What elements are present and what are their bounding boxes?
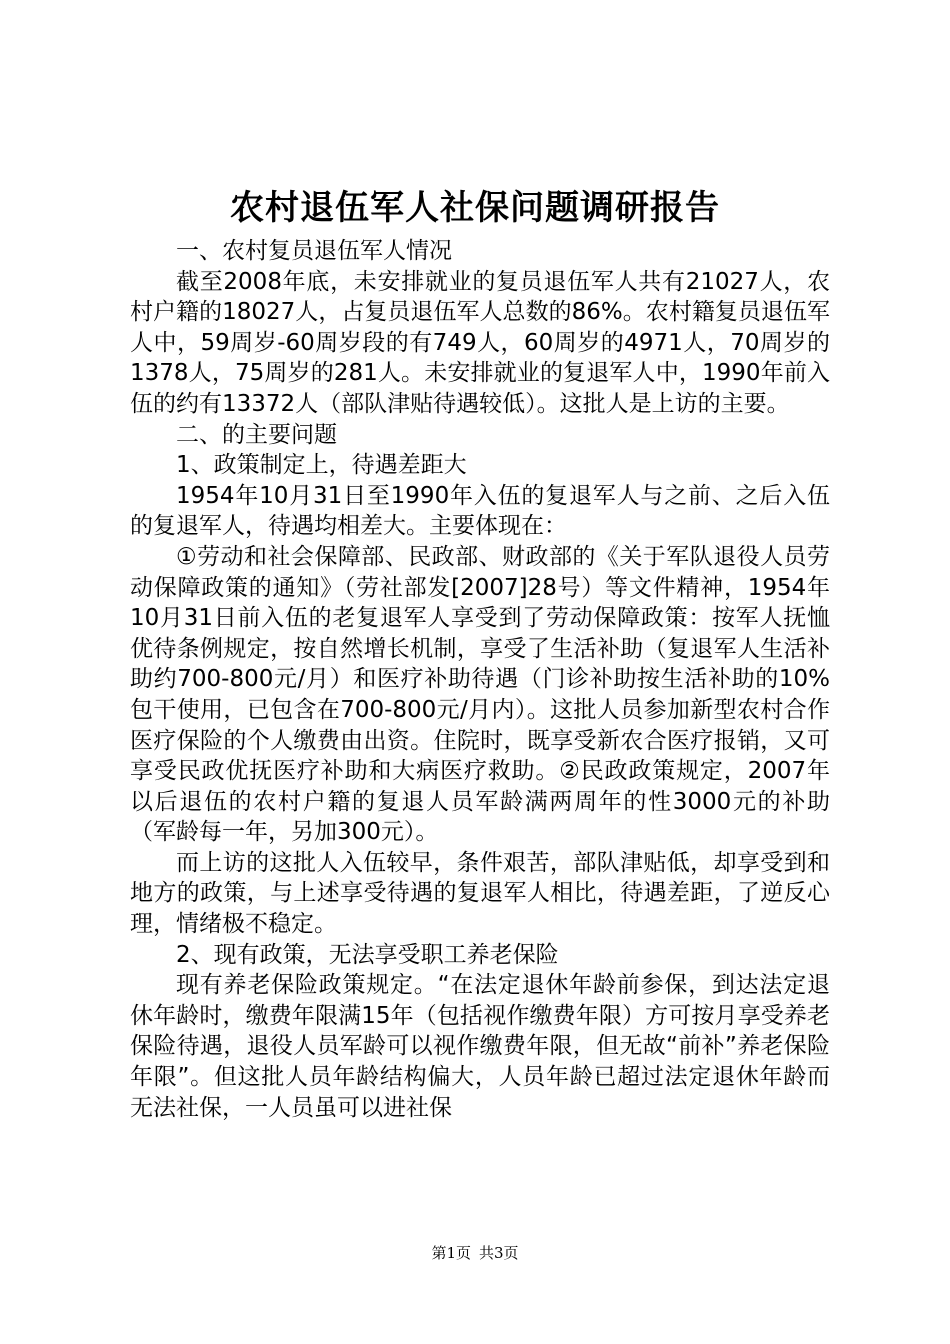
subsection-heading: 2、现有政策，无法享受职工养老保险: [176, 941, 559, 968]
page-footer: [0, 1243, 950, 1263]
document-body: [130, 236, 830, 1123]
body-paragraph: ①劳动和社会保障部、民政部、财政部的《关于军队退役人员劳动保障政策的通知》（劳社部发[2007]28号）等文件精神，1954年10月31日前入伍的老复退军人享受到了劳动保障政策：按军人抚恤优待条例规定，按自然增长机制，享受了生活补助（复退军人生活补助约700-800元/月）和医疗补助待遇（门诊补助按生活补助的10%包干使用，已包含在700-800元/月内）。这批人员参加新型农村合作医疗保险的个人缴费由出资。住院时，既享受新农合医疗报销，又可享受民政优抚医疗补助和大病医疗救助。②民政政策规定，2007年以后退伍的农村户籍的复退人员军龄满两周年的性3000元的补助（军龄每一年，另加300元）。: [130, 543, 830, 846]
body-paragraph: 截至2008年底，未安排就业的复员退伍军人共有21027人，农村户籍的18027人，占复员退伍军人总数的86%。农村籍复员退伍军人中，59周岁-60周岁段的有749人，60周岁的4971人，70周岁的1378人，75周岁的281人。未安排就业的复退军人中，1990年前入伍的约有13372人（部队津贴待遇较低）。这批人是上访的主要。: [130, 268, 830, 417]
page-number: 第1页: [431, 1244, 471, 1262]
subsection-heading: 1、政策制定上，待遇差距大: [176, 452, 467, 479]
body-paragraph: 现有养老保险政策规定。“在法定退休年龄前参保，到达法定退休年龄时，缴费年限满15年（包括视作缴费年限）方可按月享受养老保险待遇，退役人员军龄可以视作缴费年限，但无故“前补”养老保险年限”。但这批人员年龄结构偏大，人员年龄已超过法定退休年龄而无法社保，一人员虽可以进社保: [130, 972, 830, 1121]
body-paragraph: 而上访的这批人入伍较早，条件艰苦，部队津贴低，却享受到和地方的政策，与上述享受待遇的复退军人相比，待遇差距，了逆反心理，情绪极不稳定。: [130, 849, 830, 938]
body-paragraph: 1954年10月31日至1990年入伍的复退军人与之前、之后入伍的复退军人，待遇均相差大。主要体现在：: [130, 482, 830, 540]
page-total: 共3页: [479, 1244, 519, 1262]
section-heading: 二、的主要问题: [176, 421, 337, 448]
section-heading: 一、农村复员退伍军人情况: [176, 238, 452, 264]
document-title: 农村退伍军人社保问题调研报告: [230, 188, 720, 228]
